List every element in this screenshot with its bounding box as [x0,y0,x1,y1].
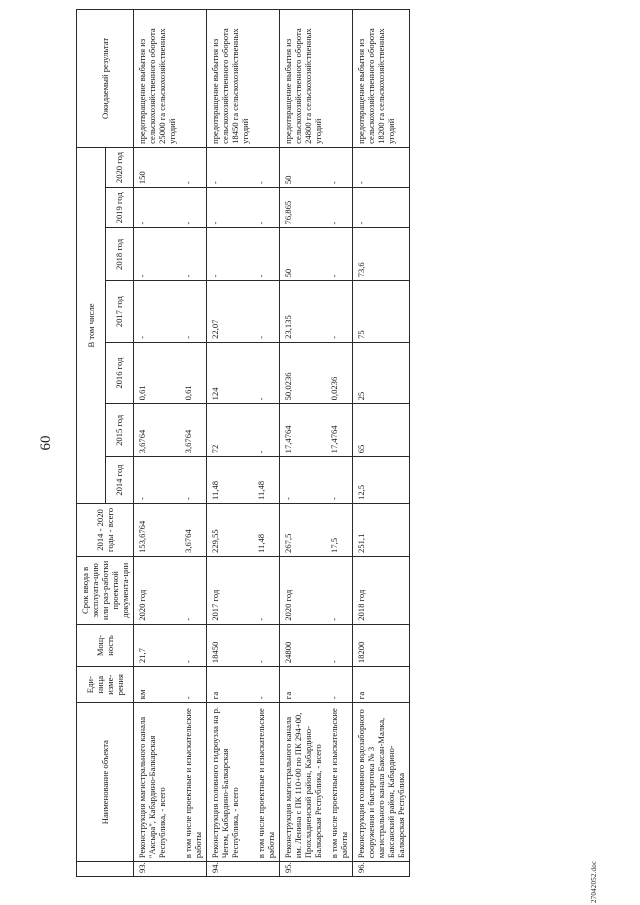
table-row [280,10,327,877]
year-cell: - [207,228,254,281]
year-cell: - [353,147,410,187]
table-row [134,10,181,877]
year-cell: - [253,147,280,187]
year-cell: - [207,147,254,187]
header-unit: Еди-ница изме-рения [77,667,134,703]
year-cell: 50,0236 [280,342,327,403]
total-cell: 3,6764 [180,503,207,556]
table-row [253,10,280,877]
header-row [77,10,106,877]
year-cell: - [134,281,181,342]
term-cell: - [326,556,353,624]
header-term: Срок ввода в эксплуата-цию или раз-работки проектной документа-ции [77,556,134,624]
year-cell: 124 [207,342,254,403]
term-cell: 2018 год [353,556,410,624]
year-cell: - [180,188,207,228]
year-cell: 150 [134,147,181,187]
row-number [326,862,353,877]
object-name: в том числе проектные и изыскательские работы [326,703,353,862]
year-cell: - [134,457,181,504]
total-cell: 153,6764 [134,503,181,556]
object-name: Реконструкция магистрального канала "Аксыра", Кабардино-Балкарская Республика, - всего [134,703,181,862]
year-cell: 75 [353,281,410,342]
power-cell: - [180,624,207,666]
year-cell: - [253,342,280,403]
object-name: Реконструкция головного водозаборного сооружения и быстротока № 3 магистрального канала Баксан-Малка, Баксанский район, Кабардино-Балкарская Республика [353,703,410,862]
year-cell: 76,865 [280,188,327,228]
row-number: 93. [134,862,181,877]
header-year: 2017 год [105,281,134,342]
year-cell: - [326,281,353,342]
row-number: 96. [353,862,410,877]
year-cell: - [280,457,327,504]
header-year: 2015 год [105,404,134,457]
table-row [180,10,207,877]
term-cell: - [253,556,280,624]
year-cell: 3,6764 [134,404,181,457]
object-name: в том числе проектные и изыскательские работы [253,703,280,862]
year-cell: - [253,404,280,457]
year-cell: - [253,228,280,281]
projects-table [76,9,410,877]
term-cell: - [180,556,207,624]
year-cell: 12,5 [353,457,410,504]
header-year: 2020 год [105,147,134,187]
object-name: Реконструкция головного гидроузла на р. Чегем, Кабардино-Балкарская Республика, - всего [207,703,254,862]
term-cell: 2020 год [134,556,181,624]
header-no [77,862,134,877]
year-cell: - [326,228,353,281]
year-cell: - [134,188,181,228]
table-row [207,10,254,877]
power-cell: 24800 [280,624,327,666]
row-number [253,862,280,877]
power-cell: - [326,624,353,666]
header-total: 2014 - 2020 годы - всего [77,503,134,556]
year-cell: 72 [207,404,254,457]
footer-filename: 27042052.doc [590,860,598,903]
row-number: 94. [207,862,254,877]
year-cell: - [180,457,207,504]
year-cell: - [253,188,280,228]
header-year: 2016 год [105,342,134,403]
result-cell: предотвращение выбытия из сельскохозяйственного оборота 24800 га сельскохозяйственных угодий [280,10,327,148]
year-cell: 50 [280,228,327,281]
year-cell: 25 [353,342,410,403]
result-cell [253,10,280,148]
year-cell: 0,61 [134,342,181,403]
year-cell: - [326,147,353,187]
total-cell: 267,5 [280,503,327,556]
year-cell: 3,6764 [180,404,207,457]
unit-cell: га [280,667,327,703]
unit-cell: - [253,667,280,703]
unit-cell: - [326,667,353,703]
total-cell: 251,1 [353,503,410,556]
result-cell: предотвращение выбытия из сельскохозяйственного оборота 25000 га сельскохозяйственных угодий [134,10,181,148]
year-cell: 11,48 [253,457,280,504]
result-cell [326,10,353,148]
year-cell: - [180,147,207,187]
total-cell: 229,55 [207,503,254,556]
header-power: Мощ-ность [77,624,134,666]
table-row [353,10,410,877]
year-cell: 23,135 [280,281,327,342]
result-cell: предотвращение выбытия из сельскохозяйственного оборота 18450 га сельскохозяйственных угодий [207,10,254,148]
total-cell: 17,5 [326,503,353,556]
page-number: 60 [38,435,54,451]
year-cell: 17,4764 [326,404,353,457]
result-cell [180,10,207,148]
header-year: 2019 год [105,188,134,228]
object-name: в том числе проектные и изыскательские работы [180,703,207,862]
year-cell: 17,4764 [280,404,327,457]
row-number [180,862,207,877]
year-cell: - [180,281,207,342]
unit-cell: га [207,667,254,703]
unit-cell: км [134,667,181,703]
year-cell: 11,48 [207,457,254,504]
header-result: Ожидаемый результат [77,10,134,148]
year-cell: - [207,188,254,228]
year-cell: 50 [280,147,327,187]
term-cell: 2017 год [207,556,254,624]
unit-cell: га [353,667,410,703]
year-cell: - [253,281,280,342]
year-cell: - [326,188,353,228]
year-cell: - [353,188,410,228]
year-cell: 65 [353,404,410,457]
result-cell: предотвращение выбытия из сельскохозяйственного оборота 18200 га сельскохозяйственных угодий [353,10,410,148]
year-cell: - [180,228,207,281]
term-cell: 2020 год [280,556,327,624]
header-name: Наименование объекта [77,703,134,862]
year-cell: - [134,228,181,281]
header-including: В том числе [77,147,106,503]
total-cell: 11,48 [253,503,280,556]
power-cell: 18200 [353,624,410,666]
unit-cell: - [180,667,207,703]
year-cell: 0,61 [180,342,207,403]
row-number: 95. [280,862,327,877]
object-name: Реконструкция магистрального канала им. Ленина с ПК 110+00 по ПК 294+00, Прохладненский район, Кабардино-Балкарская Республика, - всего [280,703,327,862]
header-year: 2018 год [105,228,134,281]
power-cell: 21,7 [134,624,181,666]
table-row [326,10,353,877]
power-cell: 18450 [207,624,254,666]
year-cell: 0,0236 [326,342,353,403]
power-cell: - [253,624,280,666]
header-year: 2014 год [105,457,134,504]
year-cell: 22,07 [207,281,254,342]
year-cell: - [326,457,353,504]
year-cell: 73,6 [353,228,410,281]
